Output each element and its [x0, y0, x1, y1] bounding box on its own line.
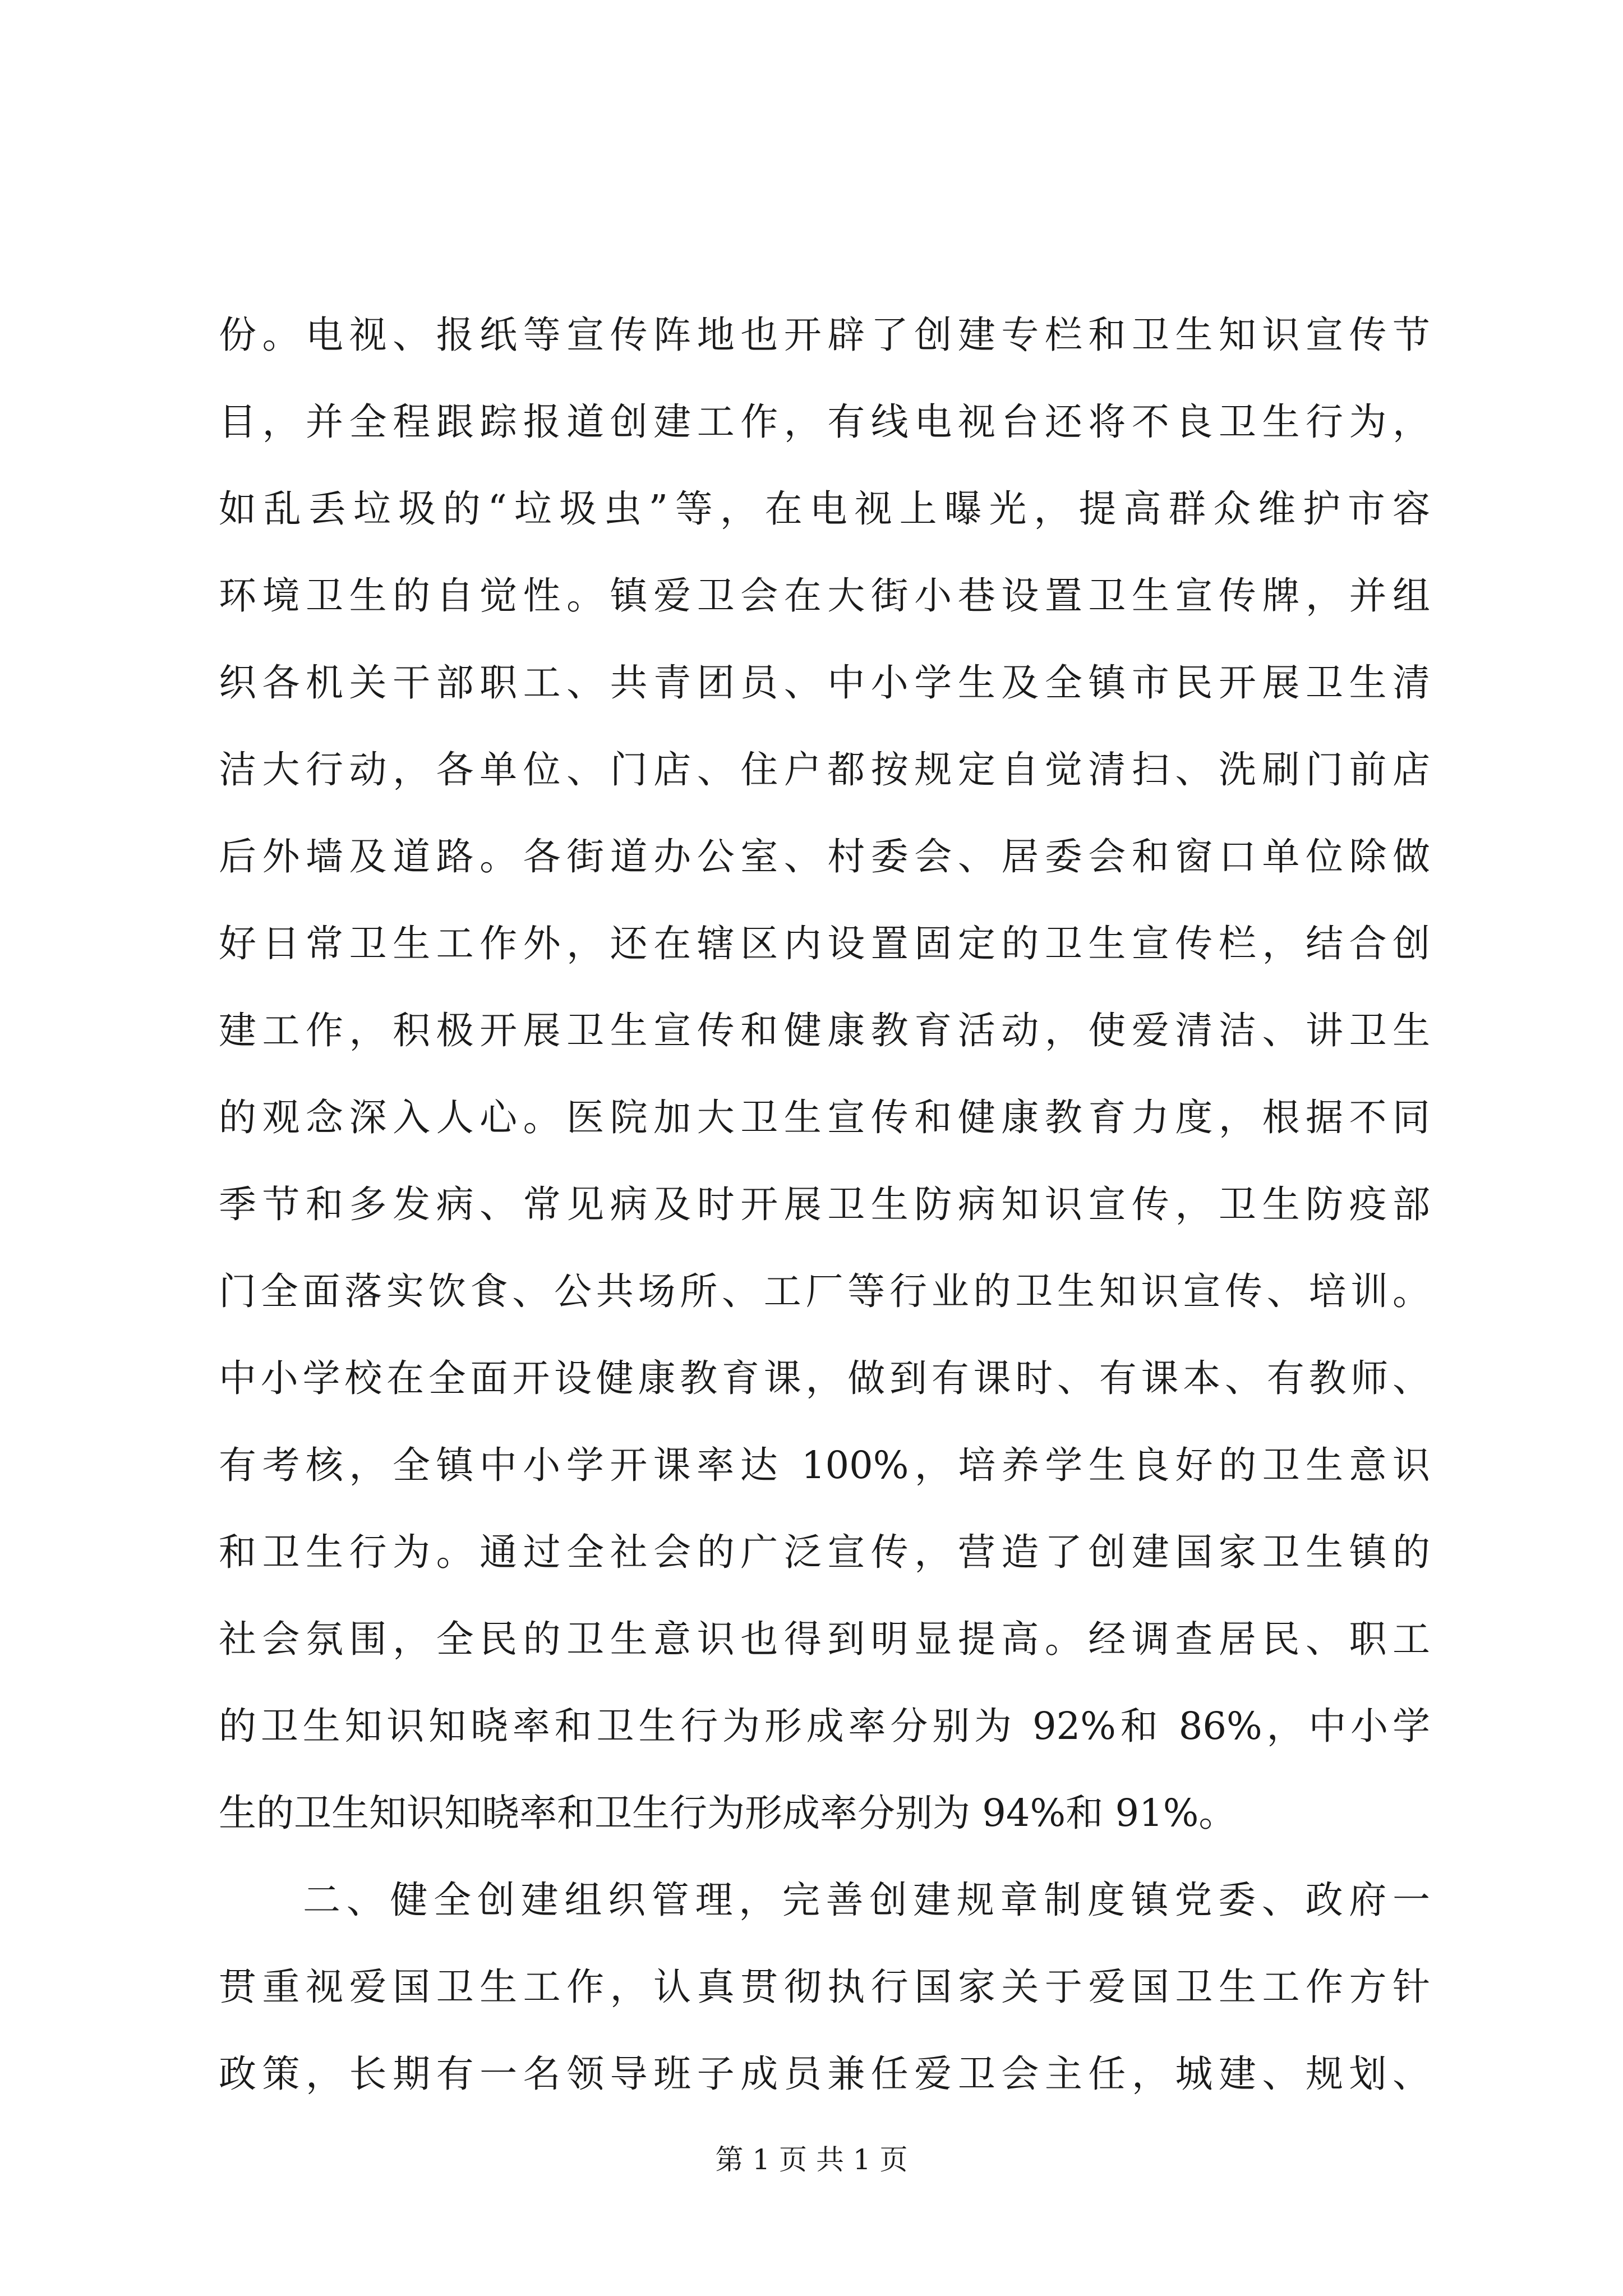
text-line: 生的卫生知识知晓率和卫生行为形成率分别为 94%和 91%。	[219, 1791, 1237, 1835]
text-line: 中小学校在全面开设健康教育课，做到有课时、有课本、有教师、	[219, 1356, 1430, 1400]
text-line: 的卫生知识知晓率和卫生行为形成率分别为 92%和 86%，中小学	[219, 1704, 1430, 1748]
text-line: 织各机关干部职工、共青团员、中小学生及全镇市民开展卫生清	[219, 661, 1430, 705]
text-line: 如乱丢垃圾的“垃圾虫”等，在电视上曝光，提高群众维护市容	[219, 487, 1430, 531]
text-line: 的观念深入人心。医院加大卫生宣传和健康教育力度，根据不同	[219, 1096, 1430, 1139]
text-line: 和卫生行为。通过全社会的广泛宣传，营造了创建国家卫生镇的	[219, 1530, 1430, 1574]
text-line: 份。电视、报纸等宣传阵地也开辟了创建专栏和卫生知识宣传节	[219, 313, 1430, 357]
text-line: 有考核，全镇中小学开课率达 100%，培养学生良好的卫生意识	[219, 1443, 1430, 1487]
text-line: 门全面落实饮食、公共场所、工厂等行业的卫生知识宣传、培训。	[219, 1269, 1430, 1313]
text-line: 贯重视爱国卫生工作，认真贯彻执行国家关于爱国卫生工作方针	[219, 1965, 1430, 2009]
text-line: 好日常卫生工作外，还在辖区内设置固定的卫生宣传栏，结合创	[219, 922, 1430, 965]
text-line: 目，并全程跟踪报道创建工作，有线电视台还将不良卫生行为，	[219, 400, 1430, 444]
text-line: 建工作，积极开展卫生宣传和健康教育活动，使爱清洁、讲卫生	[219, 1009, 1430, 1052]
text-line: 社会氛围，全民的卫生意识也得到明显提高。经调查居民、职工	[219, 1617, 1430, 1661]
text-line: 季节和多发病、常见病及时开展卫生防病知识宣传，卫生防疫部	[219, 1182, 1430, 1226]
text-line: 环境卫生的自觉性。镇爱卫会在大街小巷设置卫生宣传牌，并组	[219, 574, 1430, 618]
text-line: 洁大行动，各单位、门店、住户都按规定自觉清扫、洗刷门前店	[219, 748, 1430, 792]
body-text	[219, 292, 1430, 2118]
text-line: 后外墙及道路。各街道办公室、村委会、居委会和窗口单位除做	[219, 835, 1430, 878]
text-line: 政策，长期有一名领导班子成员兼任爱卫会主任，城建、规划、	[219, 2052, 1430, 2096]
section-heading-line: 二、健全创建组织管理，完善创建规章制度镇党委、政府一	[303, 1878, 1430, 1922]
page-footer: 第 1 页 共 1 页	[715, 2143, 908, 2176]
